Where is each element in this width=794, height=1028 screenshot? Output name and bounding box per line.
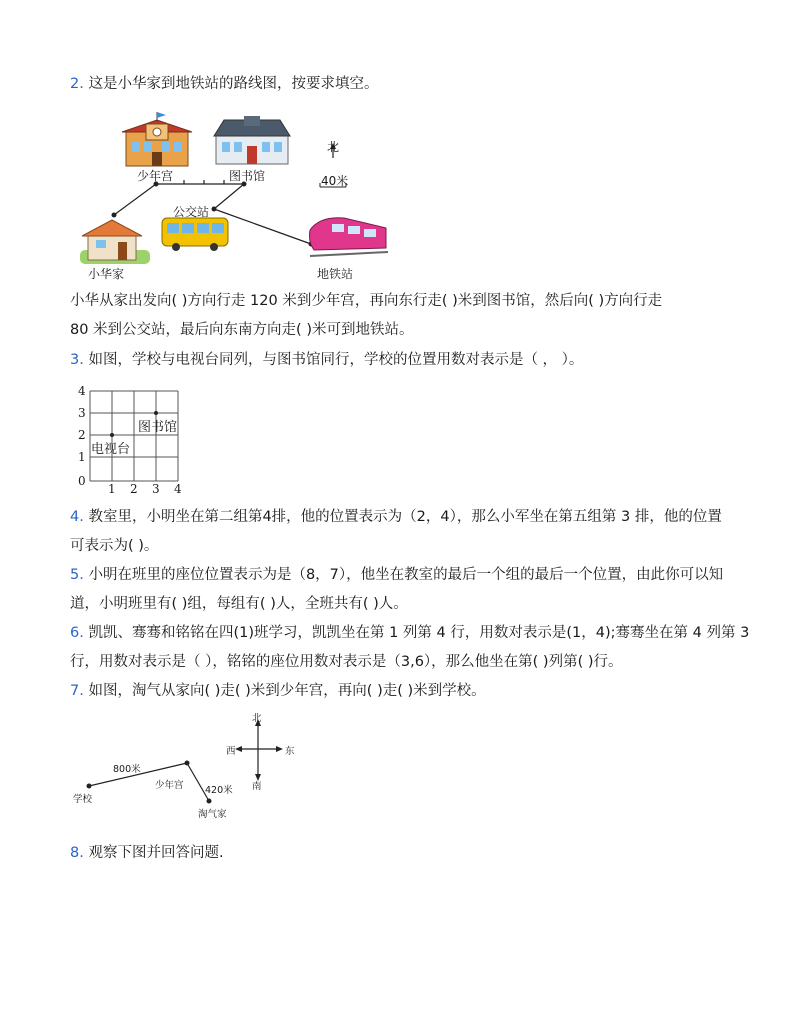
q7-dist2-label: 420米 [205, 785, 233, 796]
q5-number: 5. [70, 567, 84, 583]
q6-line2: 行，用数对表示是（ ），铭铭的座位用数对表示是（3,6），那么他坐在第( )列第( )行。 [70, 654, 623, 670]
q2-north-label: 北 [327, 140, 340, 154]
q7-school-label: 学校 [73, 794, 93, 805]
q7-route-lines [89, 763, 209, 801]
q3-x-tick-4: 4 [174, 482, 182, 496]
q2-scale-label: 40米 [321, 174, 349, 188]
q6-line1-text: 凯凯、骞骞和铭铭在四(1)班学习，凯凯坐在第 1 列第 4 行，用数对表示是(1，4);骞骞坐在第 4 列第 3 [88, 625, 750, 641]
q2-subway-label: 地铁站 [317, 267, 354, 281]
q3-text-body: 如图，学校与电视台同列，与图书馆同行，学校的位置用数对表示是（ ， ）。 [88, 352, 584, 368]
q4-number: 4. [70, 509, 84, 525]
q3-y-tick-4: 4 [78, 384, 86, 398]
q3-library-point [154, 411, 158, 415]
q7-youth-palace-label: 少年宫 [155, 780, 184, 791]
q7-compass-icon [238, 722, 280, 778]
house-icon [80, 220, 150, 264]
q7-west-label: 西 [226, 746, 236, 757]
q8-number: 8. [70, 845, 84, 861]
q3-tv-label: 电视台 [91, 442, 131, 457]
q7-north-label: 北 [252, 713, 262, 724]
q7-south-label: 南 [252, 781, 262, 792]
q3-tv-point [110, 433, 114, 437]
q3-x-tick-3: 3 [152, 482, 160, 496]
q2-title [70, 74, 378, 94]
q8-text [70, 843, 224, 863]
q2-home-label: 小华家 [88, 267, 125, 281]
library-icon [214, 116, 290, 164]
q3-x-tick-2: 2 [130, 482, 138, 496]
youth-palace-icon [122, 112, 192, 166]
q3-y-tick-1: 1 [78, 450, 86, 464]
q5-line1-text: 小明在班里的座位位置表示为是（8，7），他坐在教室的最后一个组的最后一个位置，由此你可以知 [88, 567, 724, 583]
q3-y-tick-3: 3 [78, 406, 86, 420]
q7-route-map [70, 708, 310, 823]
q4-line2: 可表示为( )。 [70, 538, 159, 554]
bus-icon [162, 218, 228, 251]
q7-home-label: 淘气家 [198, 809, 227, 820]
q3-text [70, 350, 583, 370]
q2-title-text: 这是小华家到地铁站的路线图，按要求填空。 [88, 76, 379, 92]
q7-west-arrow-icon [235, 746, 242, 752]
q8-text-body: 观察下图并回答问题. [88, 845, 224, 861]
q6-number: 6. [70, 625, 84, 641]
q7-text-body: 如图，淘气从家向( )走( )米到少年宫，再向( )走( )米到学校。 [88, 683, 486, 699]
q2-number: 2. [70, 76, 84, 92]
q3-y-tick-0: 0 [78, 474, 86, 488]
q7-east-arrow-icon [276, 746, 283, 752]
q2-bus-station-label: 公交站 [173, 205, 210, 219]
q7-east-label: 东 [285, 746, 295, 757]
q3-grid-lines [90, 391, 178, 481]
q7-number: 7. [70, 683, 84, 699]
q3-x-tick-1: 1 [108, 482, 116, 496]
q2-route-map [74, 110, 404, 285]
q5-line1 [70, 565, 723, 585]
q3-number: 3. [70, 352, 84, 368]
q4-line1 [70, 507, 722, 527]
q4-line1-text: 教室里，小明坐在第二组第4排，他的位置表示为（2，4），那么小军坐在第五组第 3 排，他的位置 [88, 509, 722, 525]
train-icon [310, 218, 389, 256]
q2-library-label: 图书馆 [229, 169, 266, 183]
q7-dist1-label: 800米 [113, 764, 141, 775]
q3-y-tick-2: 2 [78, 428, 86, 442]
q6-line1 [70, 623, 749, 643]
q3-library-label: 图书馆 [138, 420, 178, 435]
q2-line2: 80 米到公交站，最后向东南方向走( )米可到地铁站。 [70, 322, 414, 338]
q7-text [70, 681, 486, 701]
q2-youth-palace-label: 少年宫 [137, 169, 174, 183]
q5-line2: 道，小明班里有( )组，每组有( )人，全班共有( )人。 [70, 596, 408, 612]
q2-line1: 小华从家出发向( )方向行走 120 米到少年宫，再向东行走( )米到图书馆，然后向( )方向行走 [70, 293, 663, 309]
